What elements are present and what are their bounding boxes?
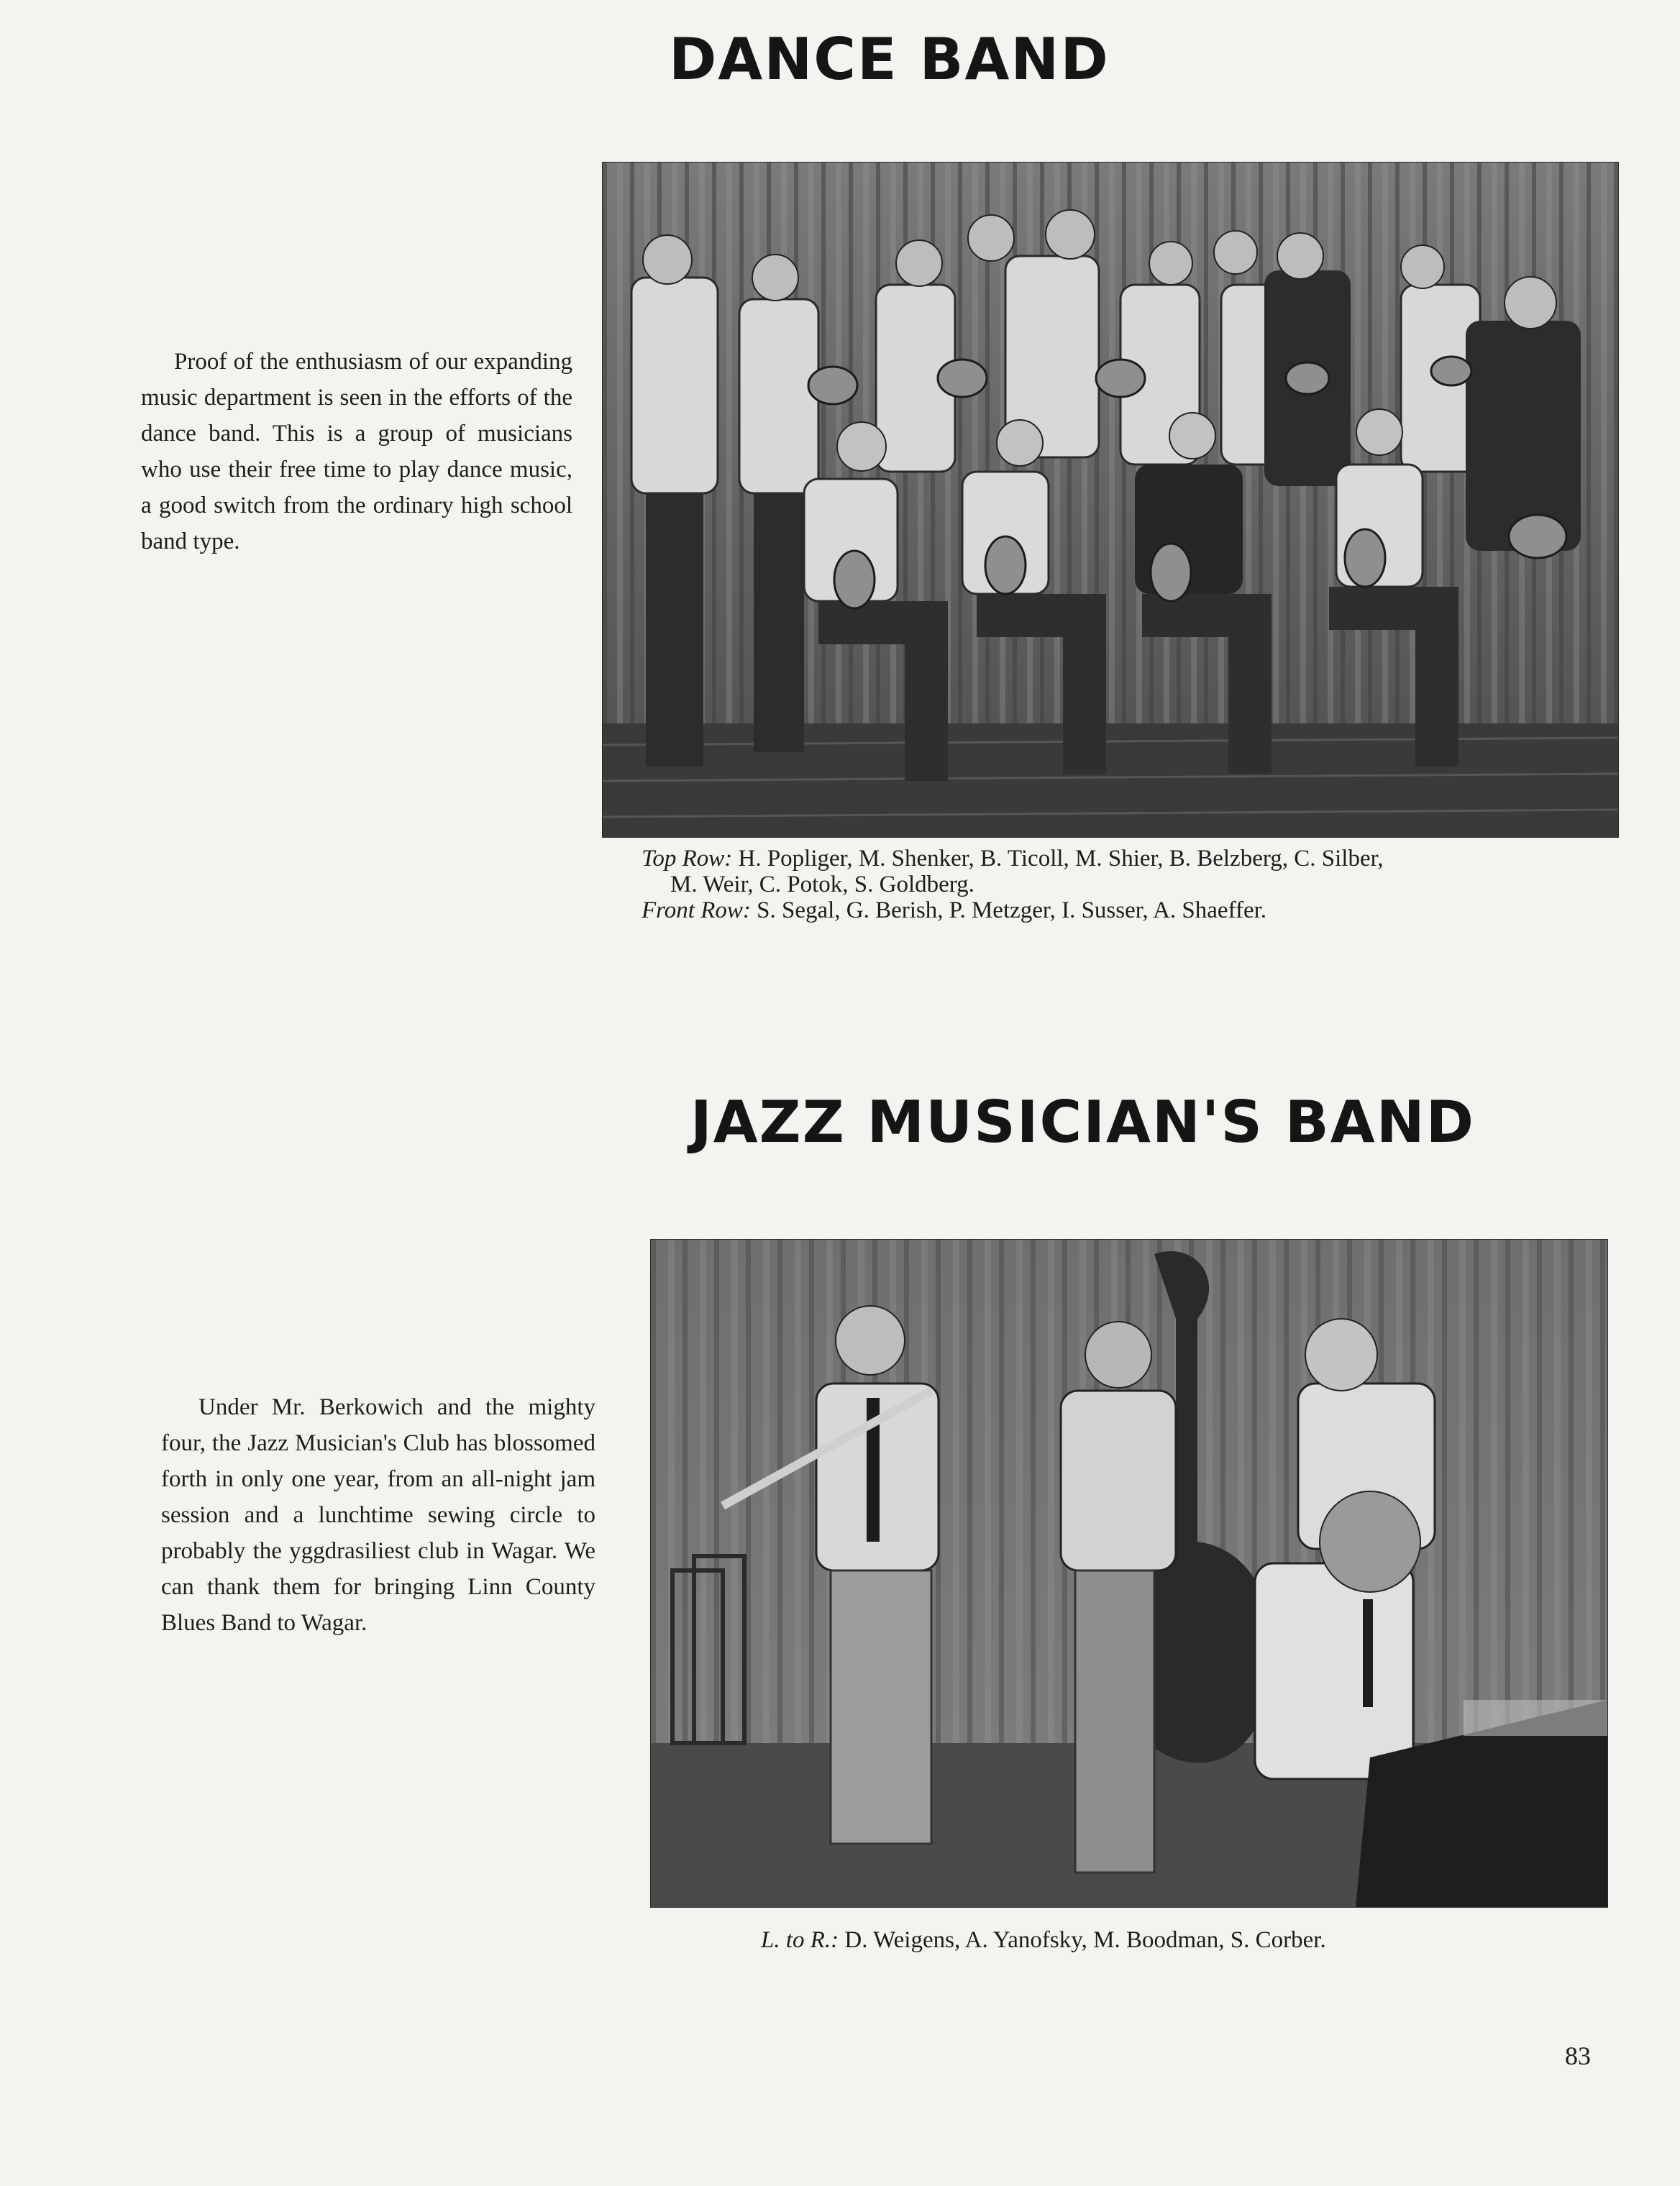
dance-band-photo <box>603 163 1618 837</box>
top-row-label: Top Row: <box>642 846 733 872</box>
jazz-band-description: Under Mr. Berkowich and the mighty four, the Jazz Musician's Club has blossomed forth in only one year, from an all-night jam session and a lunchtime sewing circle to probably the yggdrasiliest club in Wagar. We can thank them for bringing Linn County Blues Band to Wagar. <box>161 1394 595 1636</box>
front-row-names: S. Segal, G. Berish, P. Metzger, I. Susser, A. Shaeffer. <box>757 897 1267 923</box>
jazz-band-photo-drawing <box>651 1240 1607 1907</box>
jazz-caption-label: L. to R.: <box>761 1927 839 1953</box>
jazz-caption-names: D. Weigens, A. Yanofsky, M. Boodman, S. Corber. <box>844 1927 1326 1953</box>
page-number: 83 <box>1565 2041 1591 2070</box>
top-row-names-2: M. Weir, C. Potok, S. Goldberg. <box>670 872 974 897</box>
dance-band-caption <box>642 846 1605 923</box>
top-row-names-1: H. Popliger, M. Shenker, B. Ticoll, M. Shier, B. Belzberg, C. Silber, <box>738 846 1384 872</box>
front-row-label: Front Row: <box>642 897 751 923</box>
caption-front-row <box>642 897 1605 923</box>
dance-band-heading: DANCE BAND <box>669 26 1110 93</box>
dance-band-photo-drawing <box>603 163 1618 837</box>
jazz-band-heading: JAZZ MUSICIAN'S BAND <box>690 1089 1476 1156</box>
caption-top-row <box>642 846 1605 872</box>
dance-band-description: Proof of the enthusiasm of our expanding music department is seen in the efforts of the dance band. This is a group of musicians who use their free time to play dance music, a good switch from the ordinary high school band type. <box>141 349 572 554</box>
jazz-band-photo <box>651 1240 1607 1907</box>
jazz-band-caption <box>761 1927 1326 1953</box>
